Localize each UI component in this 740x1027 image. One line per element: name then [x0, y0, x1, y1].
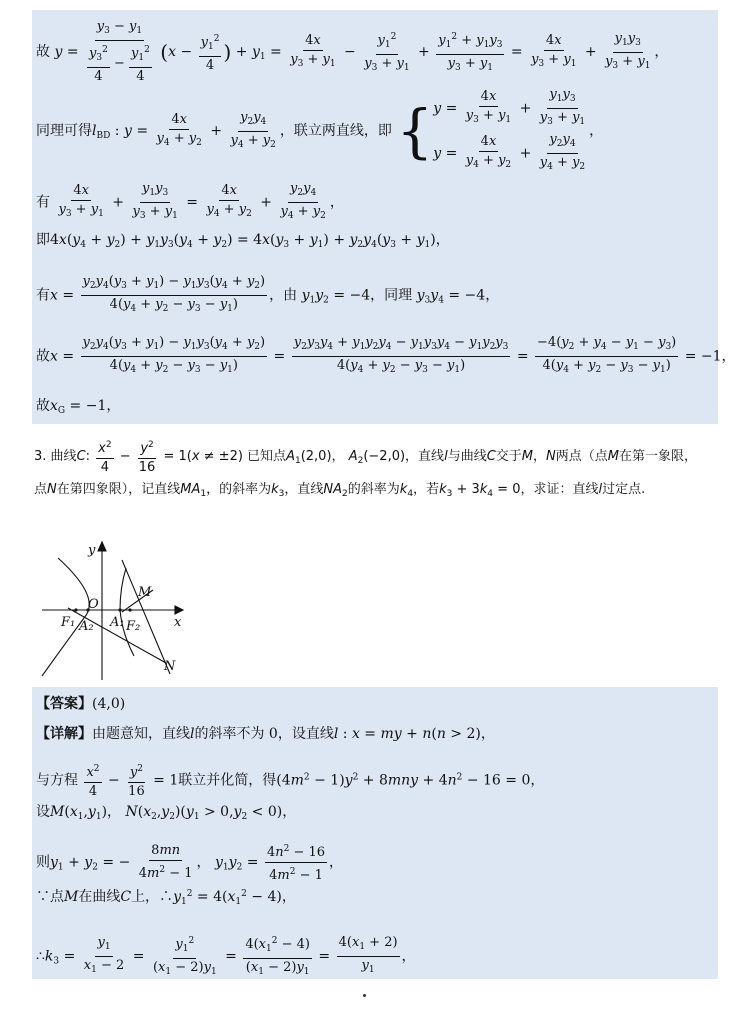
- figure-label-f2: F₂: [126, 619, 141, 634]
- equation-line-1: 故 y = $y_3 - y_1$ $\frac{y_3^2}{4}$ − $\frac{y_1^2}{4}$ (x − $\frac{y_1^2}{4}$ ) + $y_1$ = $\frac{4x}{y_3 + y_1}$ − $\frac{y_1^2}{y_3 + y_1}$ + $\frac{y_1^2 + y_1y_3}{y_3 + y_1}$ = $\frac{4x}{y_3 + y_1}$ + $\frac{y_1y_3}{y_3 + y_1}$ ，: [36, 19, 669, 84]
- detail-line-4: 则$y_1 + y_2$ = − $\frac{8mn}{4m^2 - 1}$ ， $y_1y_2$ = $\frac{4n^2 - 16}{4m^2 - 1}$ ，: [36, 840, 343, 885]
- detail-line-3: 设$M(x_1,y_1)$， $N(x_2,y_2)(y_1 > 0,y_2 < 0)$，: [36, 804, 297, 822]
- equation-line-5: 有x = $\frac{y_2y_4(y_3 + y_1) - y_1y_3(y_4 + y_2)}{4(y_4 + y_2 - y_3 - y_1)}$ ，由 $y_1y_2 = -4$，同理 $y_3y_4 = -4$，: [36, 274, 500, 314]
- equation-line-6: 故x = $\frac{y_2y_4(y_3 + y_1) - y_1y_3(y_4 + y_2)}{4(y_4 + y_2 - y_3 - y_1)}$ = $\frac{y_2y_3y_4 + y_1y_2y_4 - y_1y_3y_4 - y_1y_2y_3}{4(y_4 + y_2 - y_3 - y_1)}$ = $\frac{-4(y_2 + y_4 - y_1 - y_3)}{4(y_4 + y_2 - y_3 - y_1)}$ = −1，: [36, 335, 736, 375]
- detail-line-6: $\therefore k_3$ = $\frac{y_1}{x_1 - 2}$ = $\frac{y_1^2}{(x_1 - 2)y_1}$ = $\frac{4(x_1^2 - 4)}{(x_1 - 2)y_1}$ = $\frac{4(x_1 + 2)}{y_1}$ ，: [36, 932, 416, 981]
- figure-label-f1: F₁: [61, 615, 76, 630]
- detail-line-1: 【详解】由题意知，直线l的斜率不为 0，设直线l : x = my + n(n > 2)，: [36, 726, 495, 742]
- figure-label-o: O: [88, 597, 99, 612]
- figure-label-m: M: [138, 585, 152, 600]
- problem-statement-line-1: 3. 曲线C: $\frac{x^2}{4}$ − $\frac{y^2}{16}$ = 1(x ≠ ±2) 已知点$A_1(2,0)$， $A_2(-2,0)$，直线l与曲线C交于M，N两点（点M在第一象限，: [34, 436, 697, 477]
- equation-line-3: 有 $\frac{4x}{y_3 + y_1}$ + $\frac{y_1y_3}{y_3 + y_1}$ = $\frac{4x}{y_4 + y_2}$ + $\frac{y_2y_4}{y_4 + y_2}$ ，: [36, 181, 344, 221]
- detail-line-5: ∵点M在曲线C上，$\therefore y_1^2 = 4(x_1^2 - 4)$，: [36, 889, 296, 907]
- answer-line: 【答案】(4,0): [36, 696, 126, 712]
- problem-statement-line-2: 点N在第四象限），记直线$MA_1$，的斜率为$k_3$，直线$NA_2$的斜率为$k_4$，若$k_3 + 3k_4 = 0$，求证：直线l过定点.: [34, 482, 646, 499]
- equation-line-7: 故$x_G = -1$，: [36, 398, 121, 416]
- figure-label-n: N: [164, 659, 176, 674]
- detail-line-2: 与方程 $\frac{x^2}{4}$ − $\frac{y^2}{16}$ = 1联立并化简，得$(4m^2 - 1)y^2 + 8mny + 4n^2 - 16 = 0$，: [36, 760, 544, 801]
- figure-label-a2: A₂: [79, 619, 94, 634]
- equation-line-4: 即$4x(y_4 + y_2) + y_1y_3(y_4 + y_2) = 4x(y_3 + y_1) + y_2y_4(y_3 + y_1)$，: [36, 232, 450, 250]
- figure-label-y: y: [88, 543, 96, 558]
- page-dot: [363, 994, 366, 997]
- hyperbola-figure: [38, 538, 198, 683]
- figure-label-a1: A₁: [110, 615, 125, 630]
- equation-line-2: 同理可得$l_{BD}$ : y = $\frac{4x}{y_4 + y_2}$ + $\frac{y_2y_4}{y_4 + y_2}$ ，联立两直线，即 { y = $\frac{4x}{y_3 + y_1}$ + $\frac{y_1y_3}{y_3 + y_1}$ y = $\frac{4x}{y_4 + y_2}$ + $\frac{y_2y_4}{y_4 + y_2}$ ，: [36, 87, 604, 172]
- figure-label-x: x: [174, 615, 182, 630]
